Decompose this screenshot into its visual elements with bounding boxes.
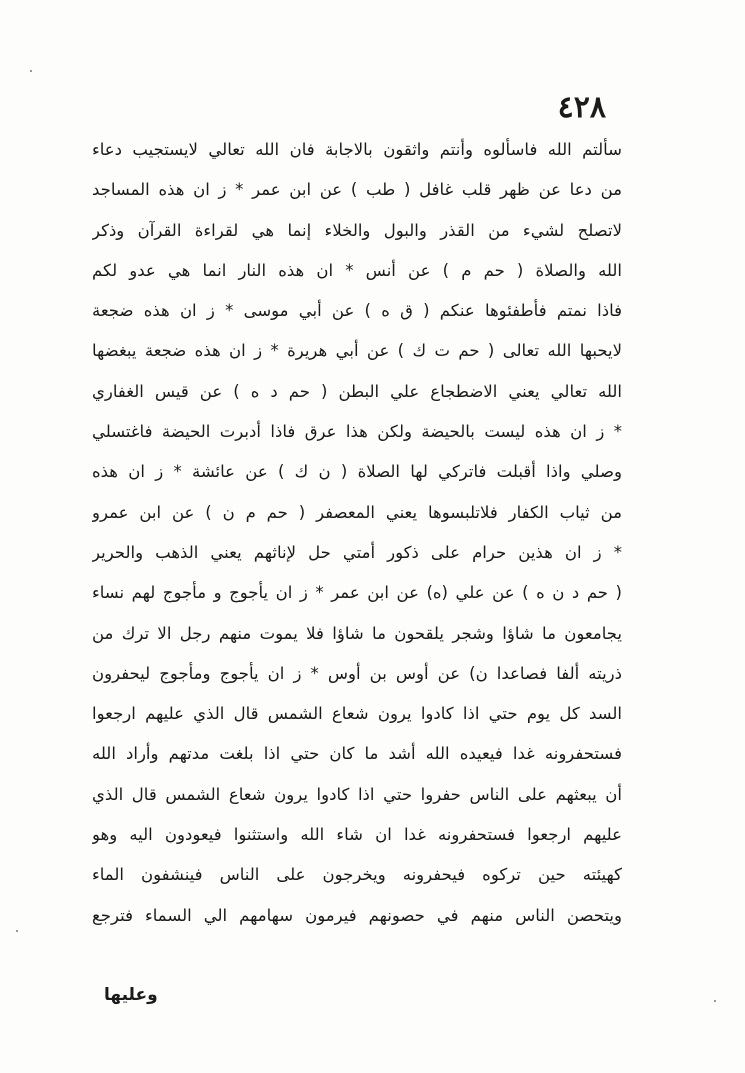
text-line: عليهم ارجعوا فستحفرونه غدا ان شاء الله واستثنوا فيعودون اليه وهو — [92, 825, 622, 845]
text-line: وصلي واذا أقبلت فاتركي لها الصلاة ( ن ك ) عن عائشة * ز ان هذه — [92, 462, 622, 482]
scan-speck — [16, 930, 18, 932]
text-line: * ز ان هذه ليست بالحيضة ولكن هذا عرق فاذا أدبرت الحيضة فاغتسلي — [92, 422, 622, 442]
text-line: ويتحصن الناس منهم في حصونهم فيرمون سهامهم الي السماء فترجع — [92, 905, 622, 925]
text-line: ( حم د ن ه ) عن علي (ه) عن ابن عمر * ز ان يأجوج و مأجوج لهم نساء — [92, 583, 622, 603]
text-line: أن يبعثهم على الناس حفروا حتي اذا كادوا يرون شعاع الشمس قال الذي — [92, 784, 622, 804]
text-block — [92, 130, 622, 936]
text-line: سألتم الله فاسألوه وأنتم واثقون بالاجابة فان الله تعالي لايستجيب دعاء — [92, 140, 622, 159]
text-line: فاذا نمتم فأطفئوها عنكم ( ق ه ) عن أبي موسى * ز ان هذه ضجعة — [92, 301, 622, 321]
page-number: ٤٢٨ — [557, 90, 606, 125]
text-line: كهيئته حين تركوه فيحفرونه ويخرجون على الناس فينشفون الماء — [92, 865, 622, 885]
scan-speck — [30, 70, 32, 72]
text-line: ذريته ألفا فصاعدا ن) عن أوس بن أوس * ز ان يأجوج ومأجوج ليحفرون — [92, 663, 622, 683]
text-line: من دعا عن ظهر قلب غافل ( طب ) عن ابن عمر * ز ان هذه المساجد — [92, 180, 622, 200]
text-line: يجامعون ما شاؤا وشجر يلقحون ما شاؤا فلا يموت منهم رجل الا ترك من — [92, 623, 622, 643]
text-line: الله تعالي يعني الاضطجاع علي البطن ( حم د ه ) عن قيس الغفاري — [92, 381, 622, 401]
catchword: وعليها — [104, 985, 158, 1005]
text-line: من ثياب الكفار فلاتلبسوها يعني المعصفر ( حم م ن ) عن ابن عمرو — [92, 502, 622, 522]
text-line: فستحفرونه غدا فيعيده الله أشد ما كان حتي اذا بلغت مدتهم وأراد الله — [92, 744, 622, 764]
text-line: * ز ان هذين حرام على ذكور أمتي حل لإناثهم يعني الذهب والحرير — [92, 542, 622, 562]
text-line: الله والصلاة ( حم م ) عن أنس * ان هذه النار انما هي عدو لكم — [92, 260, 622, 280]
text-line: لايحبها الله تعالى ( حم ت ك ) عن أبي هريرة * ز ان هذه ضجعة يبغضها — [92, 341, 622, 361]
text-line: السد كل يوم حتي اذا كادوا يرون شعاع الشمس قال الذي عليهم ارجعوا — [92, 704, 622, 724]
text-line: لاتصلح لشيء من القذر والبول والخلاء إنما هي لقراءة القرآن وذكر — [92, 220, 622, 240]
scan-speck — [714, 1000, 716, 1002]
